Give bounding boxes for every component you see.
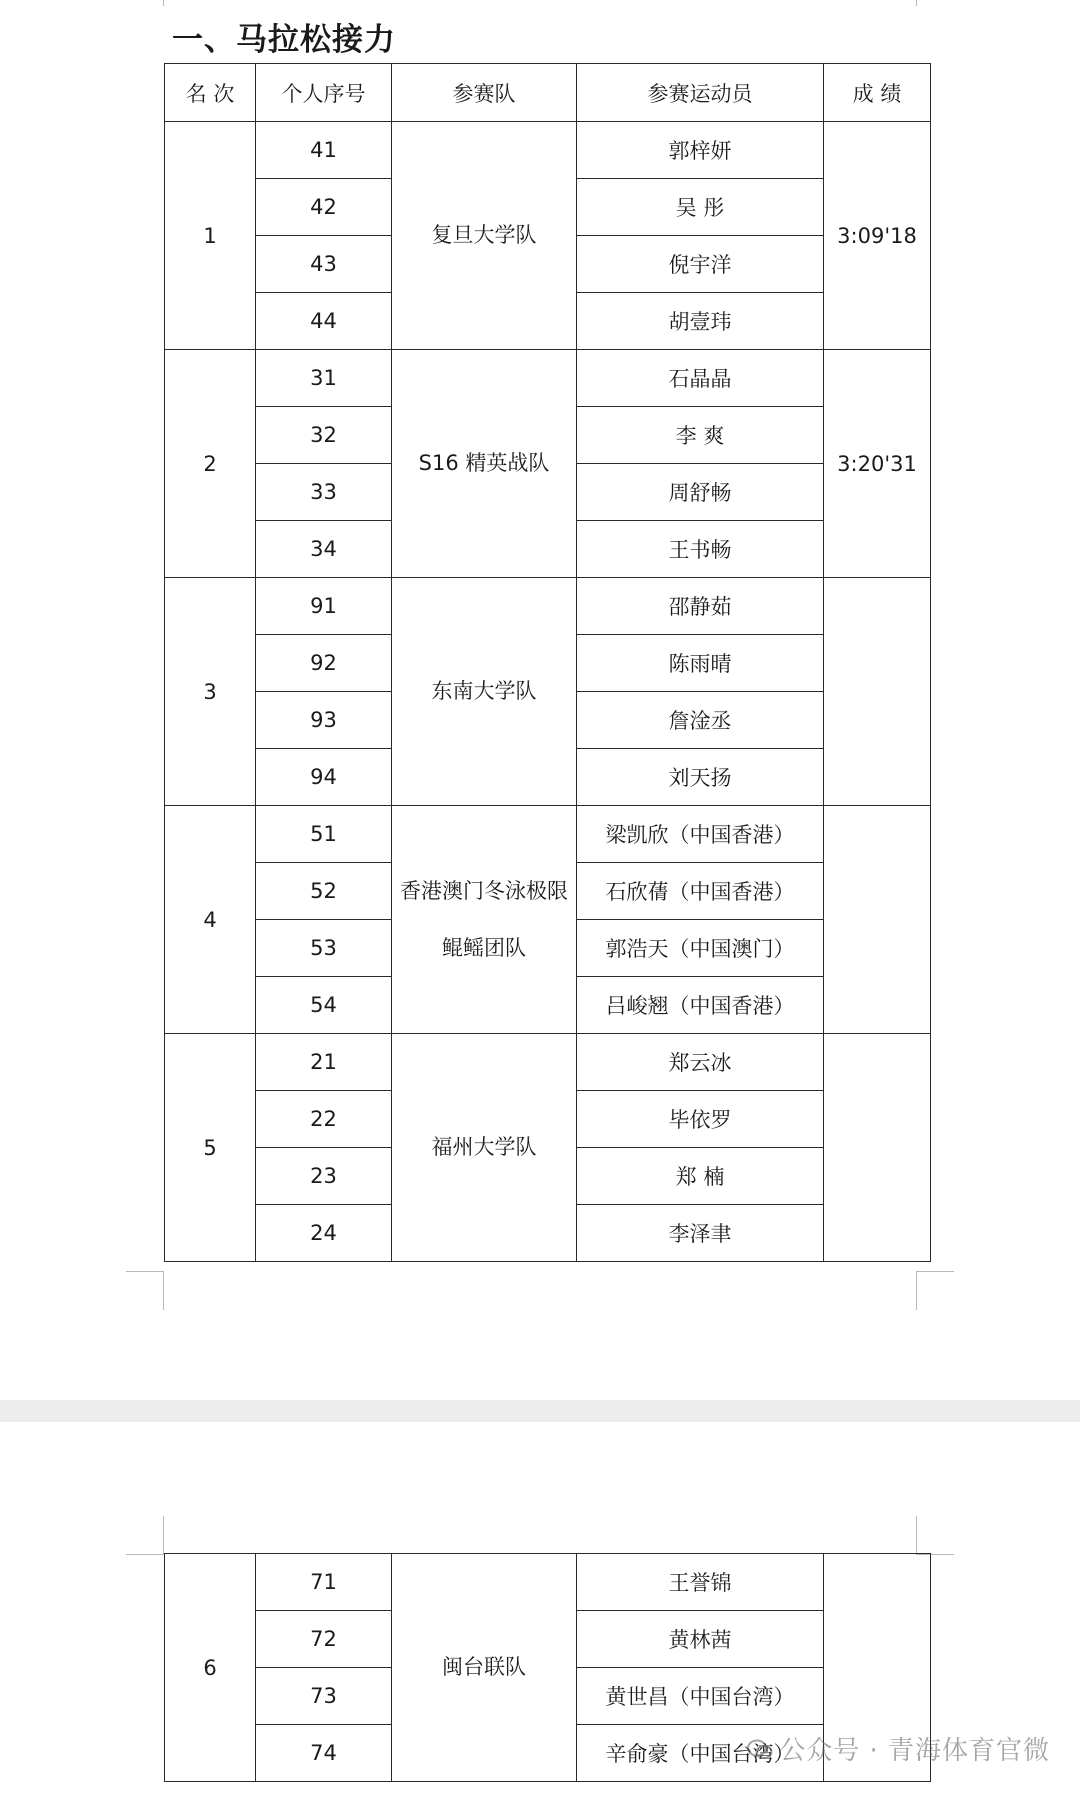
header-team: 参赛队: [392, 64, 577, 122]
header-athletes: 参赛运动员: [577, 64, 824, 122]
result-cell: [824, 806, 931, 1034]
crop-mark: [916, 1516, 917, 1554]
result-cell: 3:09'18: [824, 122, 931, 350]
crop-mark: [916, 0, 917, 6]
crop-mark: [126, 1271, 164, 1272]
athlete-cell: 石欣蒨（中国香港）: [577, 863, 824, 920]
table-header-row: [165, 64, 931, 122]
watermark: [747, 1730, 1050, 1767]
number-cell: 72: [256, 1611, 392, 1668]
results-table: [164, 63, 931, 1262]
number-cell: 23: [256, 1148, 392, 1205]
section-heading: 一、马拉松接力: [172, 22, 396, 58]
watermark-text: 公众号 · 青海体育官微: [779, 1736, 1050, 1766]
table-row: [165, 1554, 931, 1611]
page-separator: [0, 1400, 1080, 1422]
rank-cell: 4: [165, 806, 256, 1034]
table-row: [165, 806, 931, 863]
team-cell: S16 精英战队: [392, 350, 577, 578]
header-result: 成 绩: [824, 64, 931, 122]
crop-mark: [163, 1516, 164, 1554]
number-cell: 73: [256, 1668, 392, 1725]
number-cell: 22: [256, 1091, 392, 1148]
athlete-cell: 王誉锦: [577, 1554, 824, 1611]
table-row: [165, 1034, 931, 1091]
athlete-cell: 郑 楠: [577, 1148, 824, 1205]
number-cell: 74: [256, 1725, 392, 1782]
number-cell: 43: [256, 236, 392, 293]
athlete-cell: 石晶晶: [577, 350, 824, 407]
rank-cell: 5: [165, 1034, 256, 1262]
athlete-cell: 黄世昌（中国台湾）: [577, 1668, 824, 1725]
crop-mark: [916, 1271, 954, 1272]
table-row: [165, 578, 931, 635]
athlete-cell: 郭梓妍: [577, 122, 824, 179]
athlete-cell: 周舒畅: [577, 464, 824, 521]
number-cell: 44: [256, 293, 392, 350]
number-cell: 54: [256, 977, 392, 1034]
number-cell: 92: [256, 635, 392, 692]
number-cell: 34: [256, 521, 392, 578]
number-cell: 41: [256, 122, 392, 179]
athlete-cell: 郑云冰: [577, 1034, 824, 1091]
athlete-cell: 邵静茹: [577, 578, 824, 635]
number-cell: 52: [256, 863, 392, 920]
crop-mark: [163, 1272, 164, 1310]
number-cell: 42: [256, 179, 392, 236]
result-cell: [824, 1034, 931, 1262]
wechat-icon: [747, 1739, 773, 1761]
table-row: [165, 122, 931, 179]
number-cell: 94: [256, 749, 392, 806]
number-cell: 91: [256, 578, 392, 635]
team-cell: 福州大学队: [392, 1034, 577, 1262]
rank-cell: 2: [165, 350, 256, 578]
number-cell: 32: [256, 407, 392, 464]
number-cell: 53: [256, 920, 392, 977]
crop-mark: [916, 1272, 917, 1310]
athlete-cell: 辛俞豪（中国台湾）: [577, 1725, 824, 1782]
athlete-cell: 李泽聿: [577, 1205, 824, 1262]
athlete-cell: 詹淦丞: [577, 692, 824, 749]
athlete-cell: 陈雨晴: [577, 635, 824, 692]
athlete-cell: 胡壹玮: [577, 293, 824, 350]
table-row: [165, 350, 931, 407]
team-cell: 香港澳门冬泳极限鲲鳐团队: [392, 806, 577, 1034]
number-cell: 31: [256, 350, 392, 407]
athlete-cell: 郭浩天（中国澳门）: [577, 920, 824, 977]
athlete-cell: 倪宇洋: [577, 236, 824, 293]
athlete-cell: 吕峻翘（中国香港）: [577, 977, 824, 1034]
number-cell: 93: [256, 692, 392, 749]
crop-mark: [126, 1554, 164, 1555]
athlete-cell: 毕依罗: [577, 1091, 824, 1148]
header-rank: 名 次: [165, 64, 256, 122]
athlete-cell: 李 爽: [577, 407, 824, 464]
team-cell: 复旦大学队: [392, 122, 577, 350]
team-cell: 闽台联队: [392, 1554, 577, 1782]
result-cell: 3:20'31: [824, 350, 931, 578]
result-cell: [824, 578, 931, 806]
athlete-cell: 刘天扬: [577, 749, 824, 806]
number-cell: 71: [256, 1554, 392, 1611]
rank-cell: 3: [165, 578, 256, 806]
header-number: 个人序号: [256, 64, 392, 122]
rank-cell: 1: [165, 122, 256, 350]
crop-mark: [163, 0, 164, 6]
number-cell: 24: [256, 1205, 392, 1262]
athlete-cell: 王书畅: [577, 521, 824, 578]
rank-cell: 6: [165, 1554, 256, 1782]
athlete-cell: 黄林茜: [577, 1611, 824, 1668]
athlete-cell: 梁凯欣（中国香港）: [577, 806, 824, 863]
number-cell: 33: [256, 464, 392, 521]
number-cell: 21: [256, 1034, 392, 1091]
athlete-cell: 吴 彤: [577, 179, 824, 236]
number-cell: 51: [256, 806, 392, 863]
team-cell: 东南大学队: [392, 578, 577, 806]
